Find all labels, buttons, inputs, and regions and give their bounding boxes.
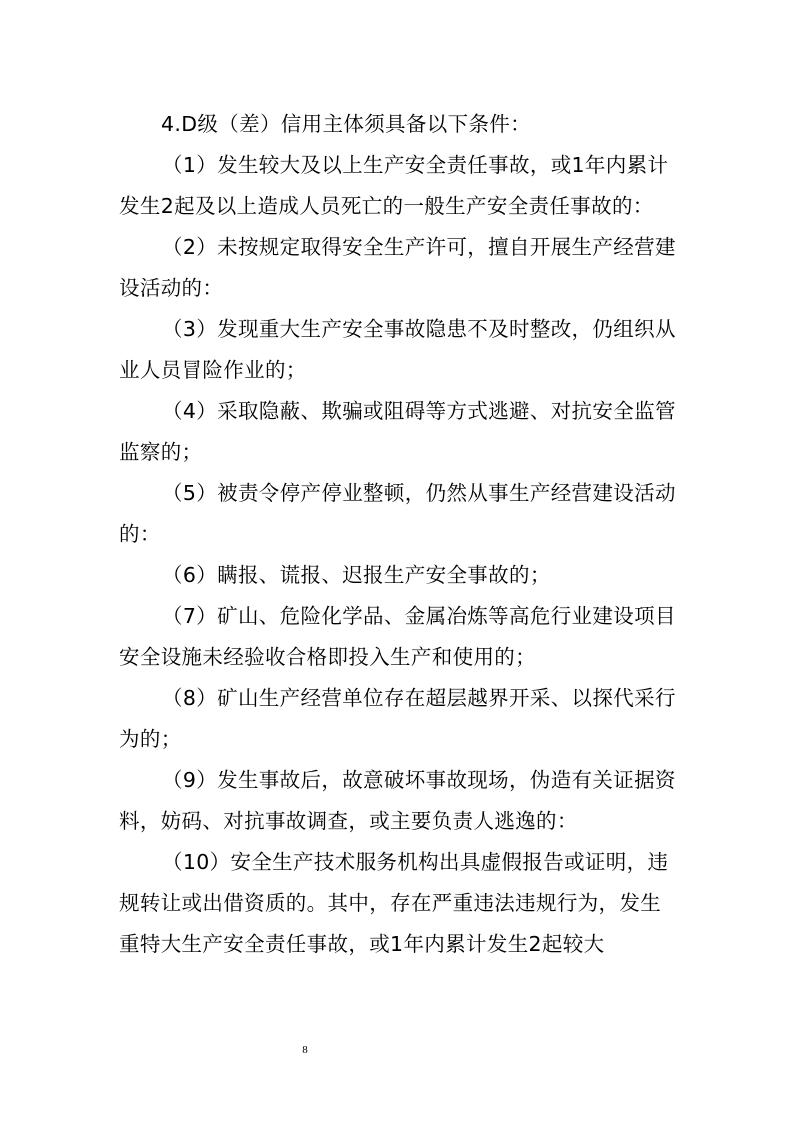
condition-paragraph-5: （5）被责令停产停业整顿，仍然从事生产经营建设活动的： (119, 481, 676, 546)
condition-paragraph-10: （10）安全生产技术服务机构出具虚假报告或证明，违规转让或出借资质的。其中，存在严重违法违规行为，发生重特大生产安全责任事故，或1年内累计发生2起较大 (119, 850, 669, 956)
condition-paragraph-2: （2）未按规定取得安全生产许可，擅自开展生产经营建设活动的： (119, 235, 676, 300)
condition-paragraph-7: （7）矿山、危险化学品、金属冶炼等高危行业建设项目安全设施未经验收合格即投入生产和使用的； (119, 604, 676, 669)
page-number: 8 (302, 1044, 308, 1056)
condition-paragraph-4: （4）采取隐蔽、欺骗或阻碍等方式逃避、对抗安全监管监察的； (119, 399, 676, 464)
condition-paragraph-6: （6）瞒报、谎报、迟报生产安全事故的； (162, 563, 551, 587)
section-heading: 4.D级（差）信用主体须具备以下条件： (161, 112, 531, 136)
condition-paragraph-3: （3）发现重大生产安全事故隐患不及时整改，仍组织从业人员冒险作业的； (119, 317, 676, 382)
condition-paragraph-9: （9）发生事故后，故意破坏事故现场，伪造有关证据资料，妨码、对抗事故调查，或主要负责人逃逸的： (119, 768, 676, 833)
condition-paragraph-1: （1）发生较大及以上生产安全责任事故，或1年内累计发生2起及以上造成人员死亡的一般生产安全责任事故的： (119, 153, 669, 218)
condition-paragraph-8: （8）矿山生产经营单位存在超层越界开采、以探代采行为的； (119, 686, 676, 751)
document-body (119, 104, 679, 965)
